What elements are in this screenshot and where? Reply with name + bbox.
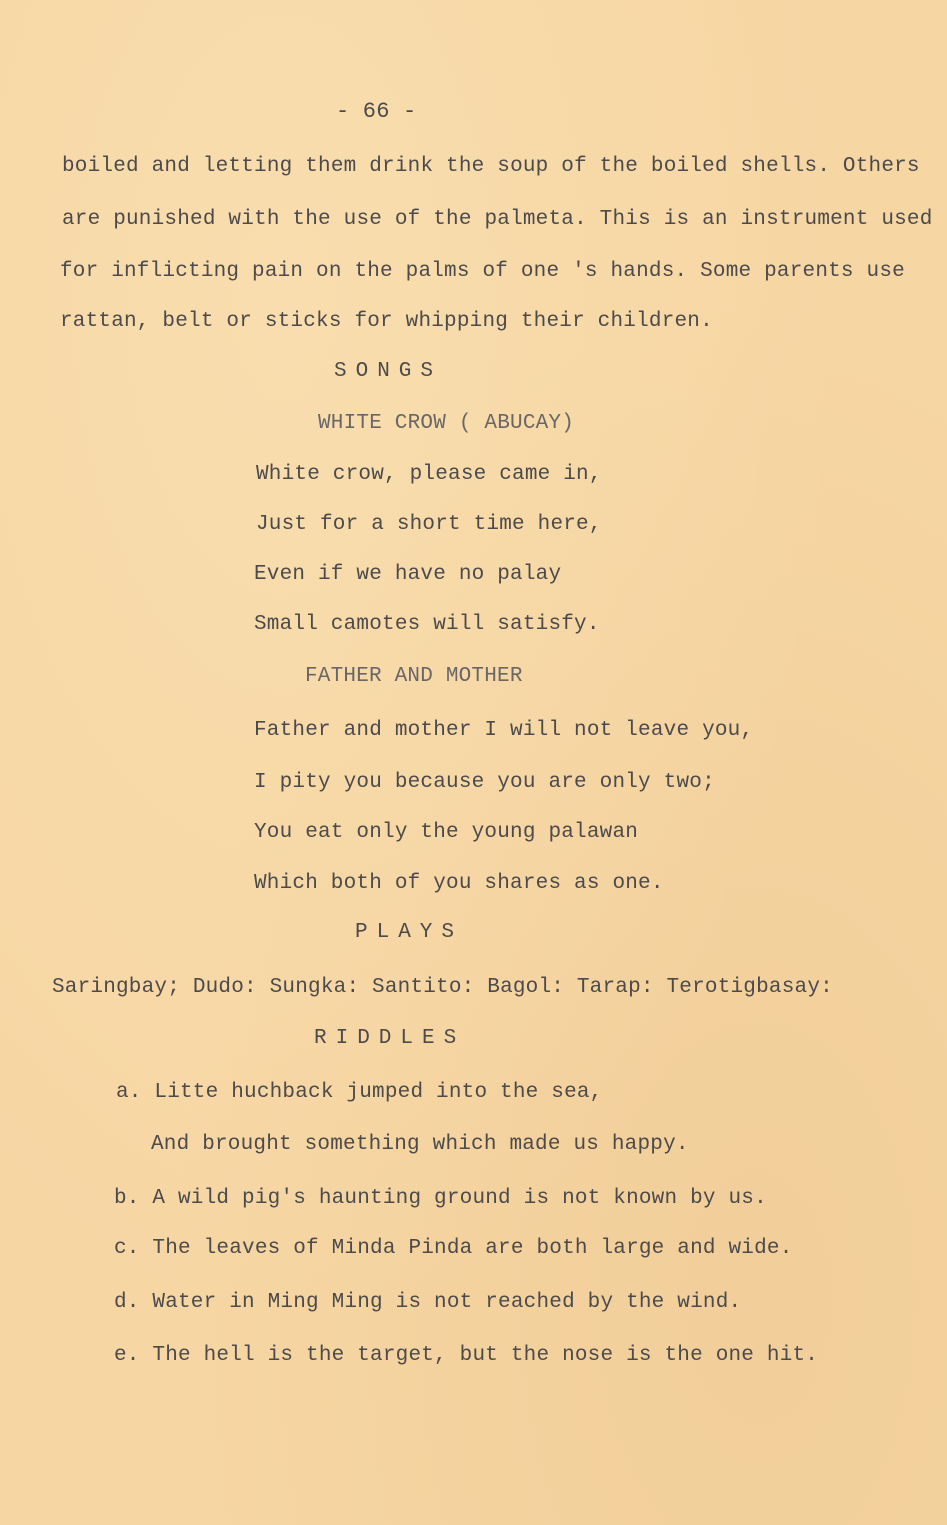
song2-line-4: Which both of you shares as one.	[254, 872, 664, 895]
plays-list: Saringbay; Dudo: Sungka: Santito: Bagol: Tarap: Terotigbasay:	[52, 976, 833, 999]
song-title-father-and-mother: FATHER AND MOTHER	[305, 665, 523, 688]
plays-heading: PLAYS	[355, 921, 464, 944]
song1-line-1: White crow, please came in,	[256, 463, 602, 486]
song1-line-4: Small camotes will satisfy.	[254, 613, 600, 636]
paragraph-line-2: are punished with the use of the palmeta. This is an instrument used	[62, 208, 933, 231]
song1-line-2: Just for a short time here,	[256, 513, 602, 536]
riddle-a-line-2: And brought something which made us happy.	[151, 1133, 689, 1156]
songs-heading: SONGS	[334, 360, 443, 383]
song-title-white-crow: WHITE CROW ( ABUCAY)	[318, 412, 575, 435]
song2-line-2: I pity you because you are only two;	[254, 771, 715, 794]
paragraph-line-1: boiled and letting them drink the soup of the boiled shells. Others	[62, 155, 920, 178]
song2-line-3: You eat only the young palawan	[254, 821, 639, 844]
paragraph-line-4: rattan, belt or sticks for whipping their children.	[60, 310, 713, 333]
song2-line-1: Father and mother I will not leave you,	[254, 719, 754, 742]
riddle-c: c. The leaves of Minda Pinda are both large and wide.	[114, 1237, 793, 1260]
page-number: - 66 -	[336, 99, 417, 124]
riddles-heading: RIDDLES	[314, 1027, 466, 1050]
riddle-b: b. A wild pig's haunting ground is not known by us.	[114, 1187, 767, 1210]
riddle-d: d. Water in Ming Ming is not reached by the wind.	[114, 1291, 742, 1314]
riddle-a-line-1: a. Litte huchback jumped into the sea,	[116, 1081, 603, 1104]
paragraph-line-3: for inflicting pain on the palms of one 's hands. Some parents use	[60, 260, 905, 283]
riddle-e: e. The hell is the target, but the nose is the one hit.	[114, 1344, 819, 1367]
song1-line-3: Even if we have no palay	[254, 563, 562, 586]
